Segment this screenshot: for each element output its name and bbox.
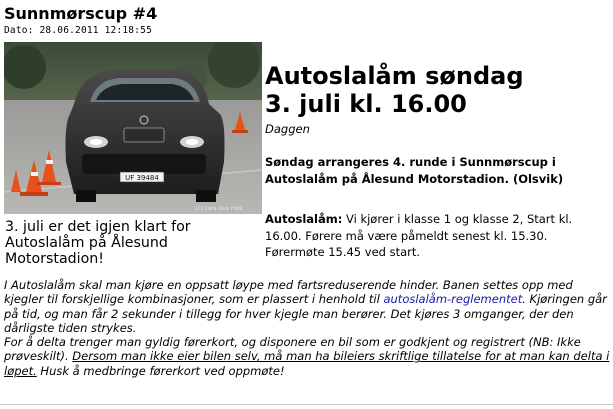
info-text: Vi kjører i klasse 1 og klasse 2, Start kl. 16.00. Førere må være påmeldt senest kl. 15.30. Førermøte 15.45 ved start.	[265, 212, 573, 259]
bottom-divider	[0, 404, 613, 405]
body-p2-start: For å delta trenger man gyldig førerkort, og disponere en bil som er godkjent og registrert (NB: Ikke prøveskilt).	[4, 335, 581, 364]
body-p2-end: Husk å medbringe førerkort ved oppmøte!	[36, 363, 285, 378]
photo-caption: 3. juli er det igjen klart for Autoslalåm på Ålesund Motorstadion!	[5, 219, 191, 267]
regulations-link[interactable]: autoslalåm-reglementet	[383, 292, 523, 307]
headline-line-2: 3. juli kl. 16.00	[265, 90, 467, 118]
body-p1-start: I Autoslalåm skal man kjøre en oppsatt løype med fartsreduserende hinder. Banen settes opp med kjegler til forskjellige kombinasjoner, som er plassert i henhold til	[4, 278, 573, 307]
article-date: Dato: 28.06.2011 12:18:55	[4, 25, 152, 36]
location-text: Daggen	[265, 122, 310, 136]
lead-paragraph: Søndag arrangeres 4. runde i Sunnmørscup i Autoslalåm på Ålesund Motorstadion. (Olsvik)	[265, 155, 564, 186]
body-p1-end: . Kjøringen går på tid, og man får 2 sekunder i tillegg for hver kjegle man berører. Det kjøres 3 omganger, der den dårligste tiden strykes.	[4, 292, 607, 335]
headline-line-1: Autoslalåm søndag	[265, 62, 524, 90]
article-title: Sunnmørscup #4	[4, 4, 158, 23]
body-p2-underlined: Dersom man ikke eier bilen selv, må man ha bileiers skriftlige tillatelse for at man kan delta i løpet.	[4, 349, 610, 378]
body-text	[4, 278, 610, 378]
headline	[265, 62, 524, 118]
license-plate	[120, 172, 164, 182]
info-paragraph	[265, 211, 610, 261]
article-photo	[4, 42, 262, 214]
photo-watermark: (C) Lars Ove Holk	[194, 206, 244, 212]
info-label: Autoslalåm:	[265, 212, 343, 226]
svg-text:UF 39484: UF 39484	[125, 174, 159, 182]
